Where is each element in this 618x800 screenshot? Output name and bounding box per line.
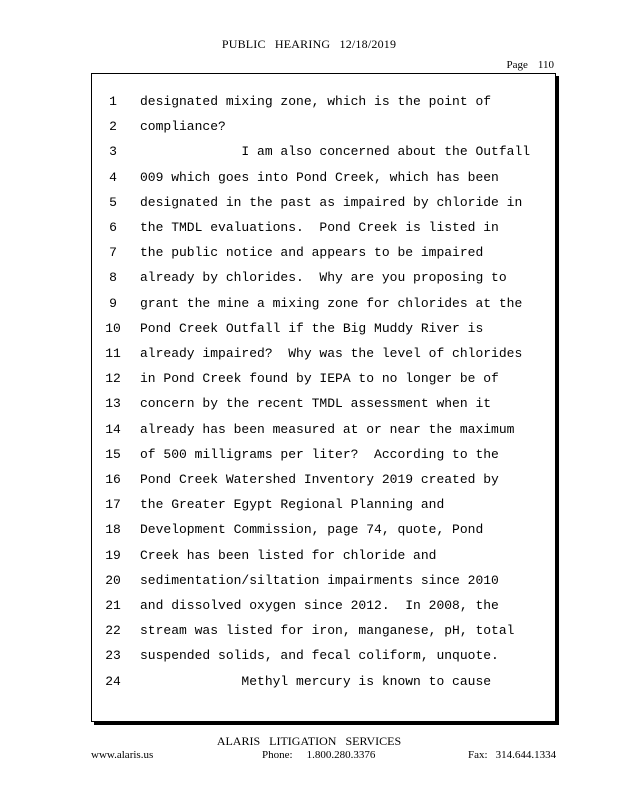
line-text: Pond Creek Outfall if the Big Muddy River is [140,320,484,336]
line-text: designated in the past as impaired by chloride in [140,194,523,210]
line-number: 22 [105,623,121,639]
line-text: compliance? [140,119,226,135]
line-text: the public notice and appears to be impaired [140,245,484,261]
footer-phone [262,749,375,761]
line-number: 17 [105,497,121,513]
header-title: PUBLIC HEARING 12/18/2019 [221,37,397,51]
footer-fax [468,749,556,761]
line-text: designated mixing zone, which is the point of [140,94,492,109]
line-number: 1 [109,94,117,109]
line-text: already by chlorides. Why are you proposing to [140,270,507,286]
line-text: already impaired? Why was the level of chlorides [140,346,523,361]
line-number: 18 [105,522,121,538]
line-text: already has been measured at or near the maximum [140,421,515,437]
line-text: 009 which goes into Pond Creek, which has been [140,169,499,185]
footer-company: ALARIS LITIGATION SERVICES [216,734,402,748]
line-number: 20 [105,572,121,588]
line-text: the TMDL evaluations. Pond Creek is listed in [140,220,499,235]
footer-website[interactable]: www.alaris.us [91,749,154,761]
fax-label: Fax: [468,749,488,761]
line-text: Development Commission, page 74, quote, Pond [140,522,484,538]
line-text: suspended solids, and fecal coliform, unquote. [140,648,499,664]
line-number: 21 [105,598,121,613]
line-number: 5 [109,194,117,210]
page-number [497,59,554,71]
line-text: sedimentation/siltation impairments since 2010 [140,572,499,588]
line-number: 3 [109,144,117,160]
page-label: Page [506,59,528,71]
line-number: 9 [109,295,117,311]
line-text: in Pond Creek found by IEPA to no longer be of [140,371,499,387]
line-number: 6 [109,220,117,235]
line-number: 15 [105,446,121,462]
line-number: 13 [105,396,121,412]
line-number: 7 [109,245,117,261]
line-text: I am also concerned about the Outfall [140,144,531,160]
line-number: 12 [105,371,121,387]
line-text: of 500 milligrams per liter? According to the [140,446,499,462]
line-number: 14 [105,421,121,437]
line-text: Pond Creek Watershed Inventory 2019 created by [140,472,499,487]
phone-label: Phone: [262,749,293,761]
line-text: concern by the recent TMDL assessment when it [140,396,492,412]
transcript-frame [91,73,556,722]
fax-value: 314.644.1334 [495,749,557,761]
line-number: 19 [105,547,121,563]
line-number: 8 [109,270,117,286]
line-number: 23 [105,648,121,664]
line-number: 16 [105,472,121,487]
page-value: 110 [537,59,554,71]
line-number: 11 [105,346,121,361]
line-text: and dissolved oxygen since 2012. In 2008, the [140,598,499,613]
line-text: the Greater Egypt Regional Planning and [140,497,445,513]
line-text: grant the mine a mixing zone for chlorides at the [140,295,523,311]
line-text: stream was listed for iron, manganese, pH, total [140,623,515,639]
line-number: 2 [109,119,117,135]
line-number: 24 [105,673,121,689]
line-number: 10 [105,320,121,336]
line-number: 4 [109,169,117,185]
line-text: Methyl mercury is known to cause [140,673,492,689]
phone-value: 1.800.280.3376 [306,749,376,761]
line-text: Creek has been listed for chloride and [140,547,437,563]
